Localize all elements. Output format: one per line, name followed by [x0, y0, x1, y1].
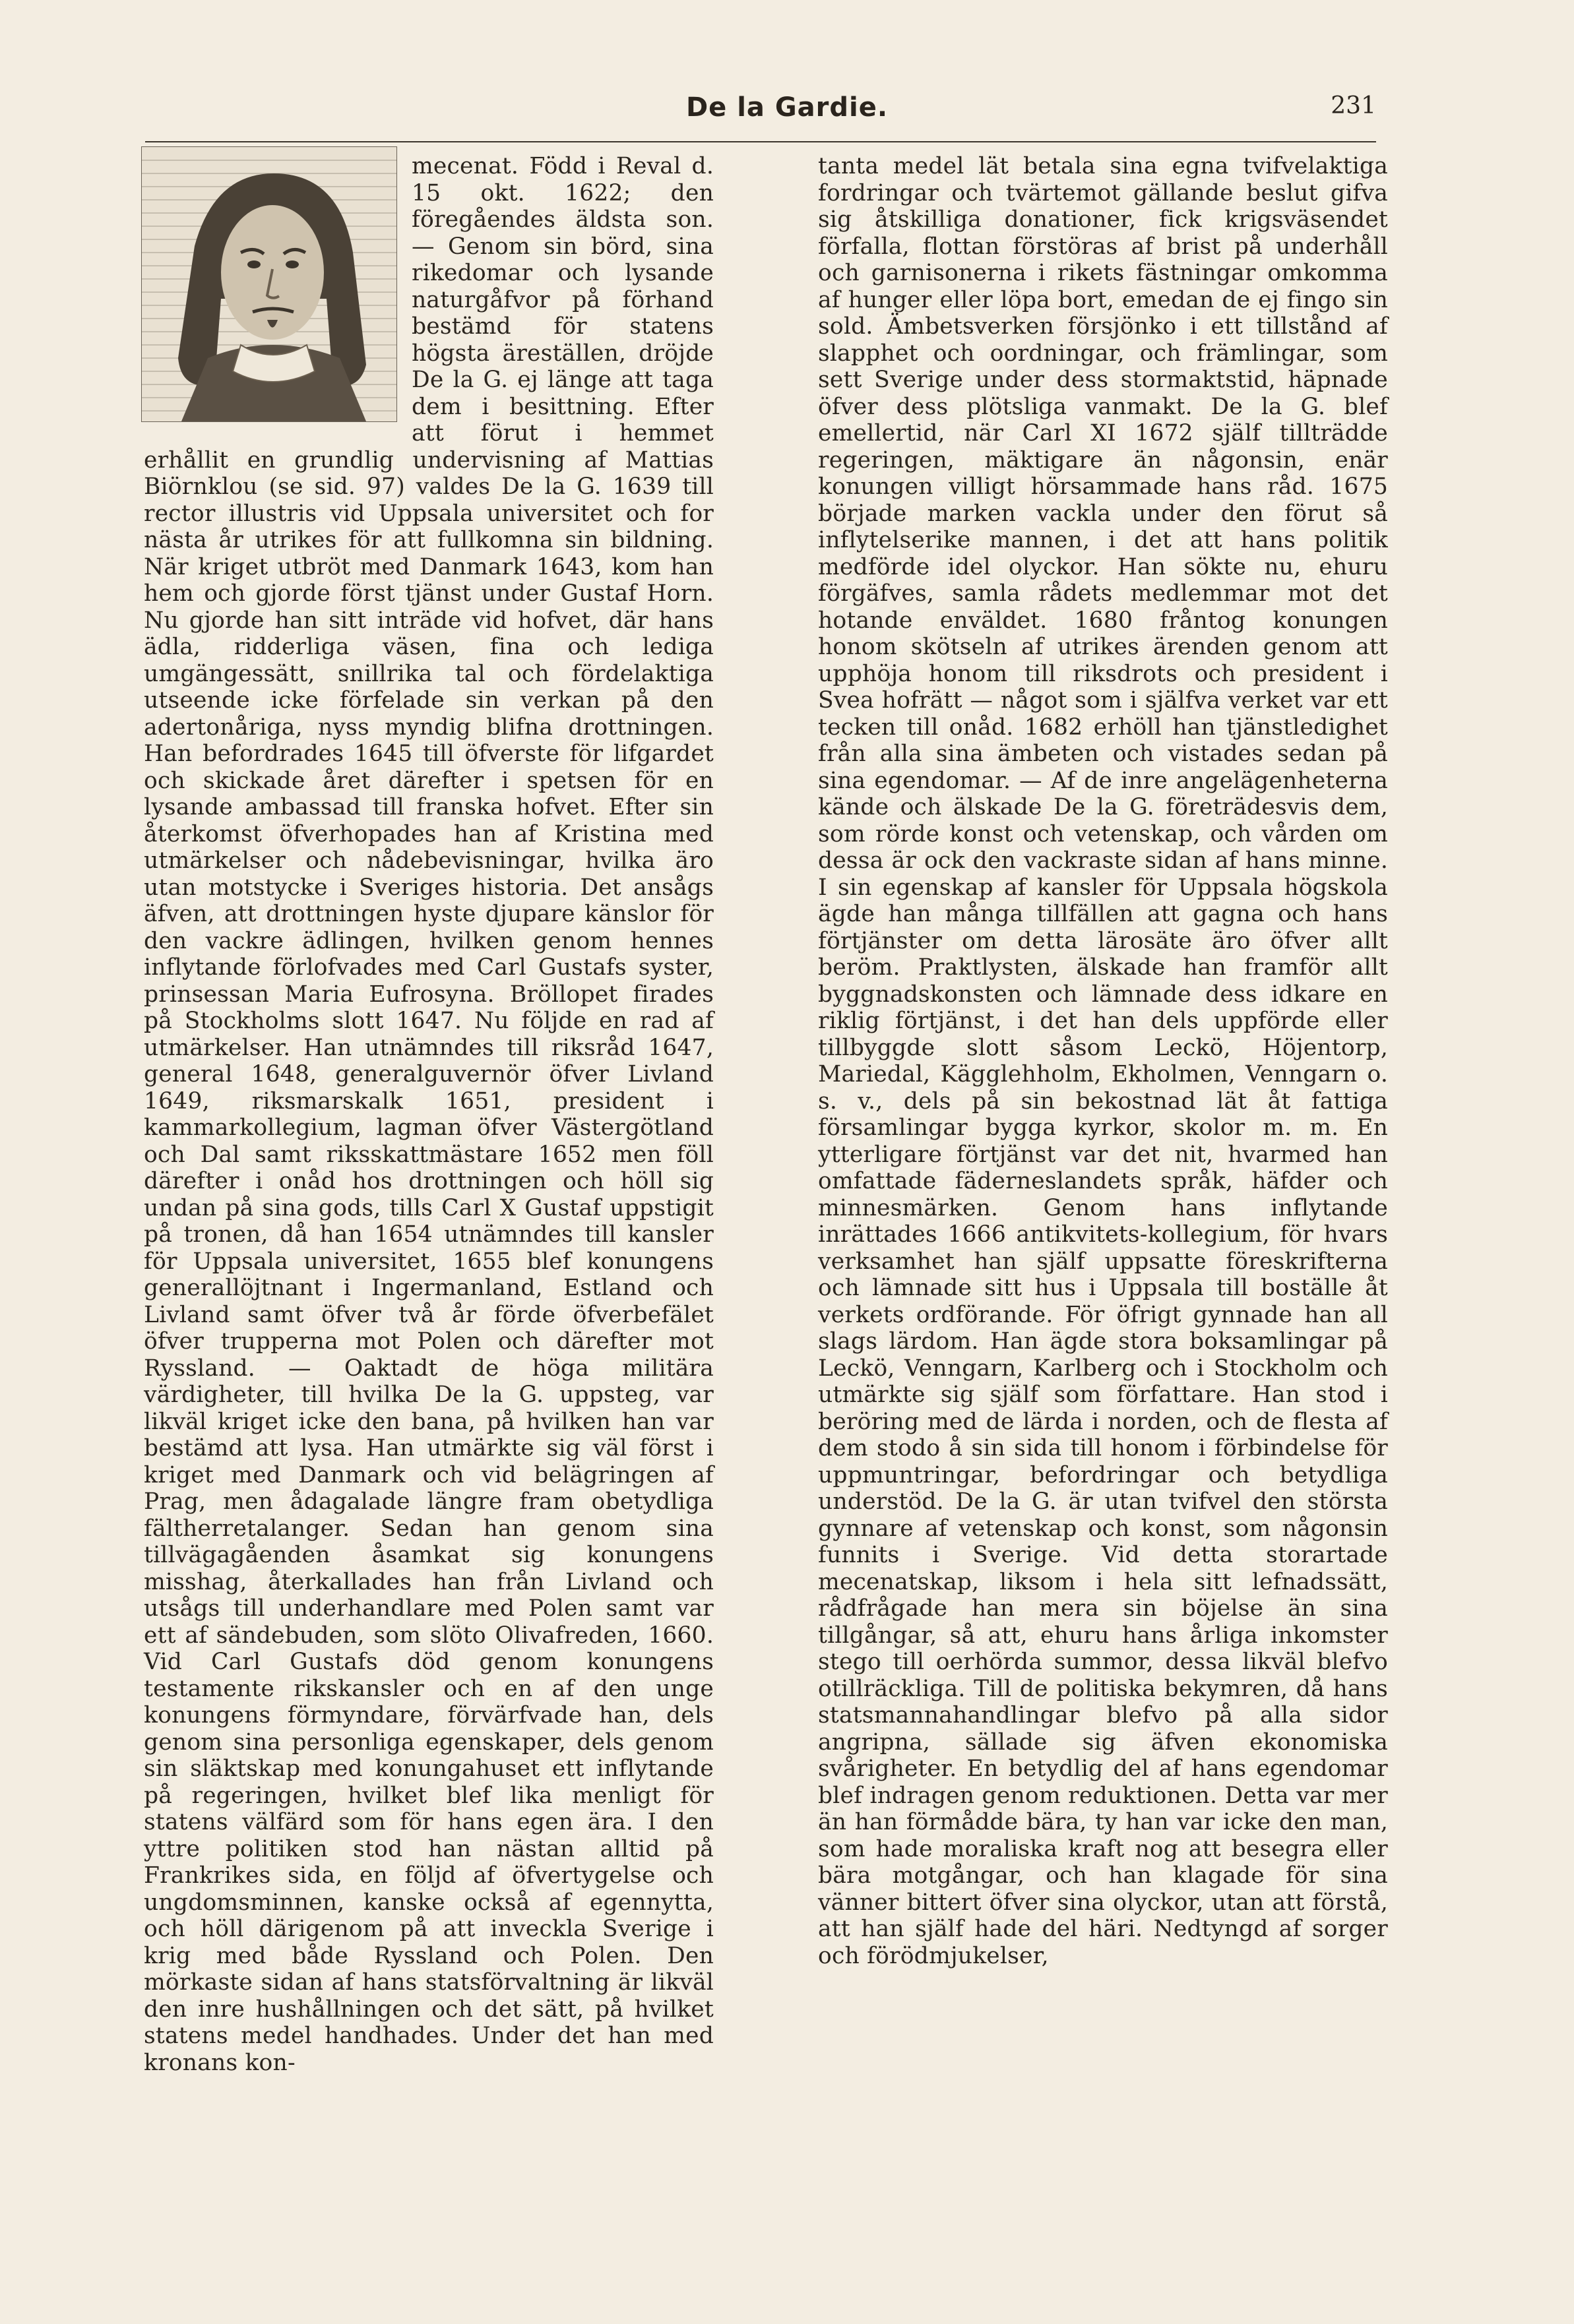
left-column-text: mecenat. Född i Reval d. 15 okt. 1622; den föregåendes äldsta son. — Genom sin börd, sina rikedomar och lysande naturgåfvor på förhand bestämd för statens högsta äreställen, dröjde De la G. ej länge att taga dem i besittning. Efter att förut i hemmet erhållit en grundlig undervisning af Mattias Biörnklou (se sid. 97) valdes De la G. 1639 till rector illustris vid Uppsala universitet och for nästa år utrikes för att fullkomna sin bildning. När kriget utbröt med Danmark 1643, kom han hem och gjorde först tjänst under Gustaf Horn. Nu gjorde han sitt inträde vid hofvet, där hans ädla, ridderliga väsen, fina och lediga umgängessätt, snillrika tal och fördelaktiga utseende icke förfelade sin verkan på den adertonåriga, nyss myndig blifna drottningen. Han befordrades 1645 till öfverste för lifgardet och skickade året därefter i spetsen för en lysande ambassad till franska hofvet. Efter sin återkomst öfverhopades han af Kristina med utmärkelser och nådebevisningar, hvilka äro utan motstycke i Sveriges historia. Det ansågs äfven, att drottningen hyste djupare känslor för den vackre ädlingen, hvilken genom hennes inflytande förlofvades med Carl Gustafs syster, prinsessan Maria Eufrosyna. Bröllopet firades på Stockholms slott 1647. Nu följde en rad af utmärkelser. Han utnämndes till riksråd 1647, general 1648, generalguvernör öfver Livland 1649, riksmarskalk 1651, president i kammarkollegium, lagman öfver Västergötland och Dal samt riksskattmästare 1652 men föll därefter i onåd hos drottningen och höll sig undan på sina gods, tills Carl X Gustaf uppstigit på tronen, då han 1654 utnämndes till kansler för Uppsala universitet, 1655 blef konungens generallöjtnant i Ingermanland, Estland och Livland samt öfver två år förde öfverbefälet öfver trupperna mot Polen och därefter mot Ryssland. — Oaktadt de höga militära värdigheter, till hvilka De la G. uppsteg, var likväl kriget icke den bana, på hvilken han var bestämd att lysa. Han utmärkte sig väl först i kriget med Danmark och vid belägringen af Prag, men ådagalade längre fram obetydliga fältherretalanger. Sedan han genom sina tillvägagåenden åsamkat sig konungens misshag, återkallades han från Livland och utsågs till underhandlare med Polen samt var ett af sändebuden, som slöto Olivafreden, 1660. Vid Carl Gustafs död genom konungens testamente rikskansler och en af den unge konungens förmyndare, förvärfvade han, dels genom sina personliga egenskaper, dels genom sin släktskap med konungahuset ett inflytande på regeringen, hvilket blef lika menligt för statens välfärd som för hans egen ära. I den yttre politiken stod han nästan alltid på Frankrikes sida, en följd af öfvertygelse och ungdomsminnen, kanske också af egennytta, och höll därigenom på att inveckla Sverige i krig med både Ryssland och Polen. Den mörkaste sidan af hans statsförvaltning är likväl den inre hushållningen och det sätt, på hvilket statens medel handhades. Under det han med kronans kon-	[144, 153, 714, 2076]
right-column-text: tanta medel lät betala sina egna tvifvelaktiga fordringar och tvärtemot gällande beslut gifva sig åtskilliga donationer, fick krigsväsendet förfalla, flottan förstöras af brist på underhåll och garnisonerna i rikets fästningar omkomma af hunger eller löpa bort, emedan de ej fingo sin sold. Ämbetsverken försjönko i ett tillstånd af slapphet och oordningar, och främlingar, som sett Sverige under dess stormaktstid, häpnade öfver dess plötsliga vanmakt. De la G. blef emellertid, när Carl XI 1672 själf tillträdde regeringen, mäktigare än någonsin, enär konungen villigt hörsammade hans råd. 1675 började marken vackla under den förut så inflytelserike mannen, i det att hans politik medförde idel olyckor. Han sökte nu, ehuru förgäfves, samla rådets medlemmar mot det hotande enväldet. 1680 fråntog konungen honom skötseln af utrikes ärenden genom att upphöja honom till riksdrots och president i Svea hofrätt — något som i själfva verket var ett tecken till onåd. 1682 erhöll han tjänstledighet från alla sina ämbeten och vistades sedan på sina egendomar. — Af de inre angelägenheterna kände och älskade De la G. företrädesvis dem, som rörde konst och vetenskap, och vården om dessa är ock den vackraste sidan af hans minne. I sin egenskap af kansler för Uppsala högskola ägde han många tillfällen att gagna och hans förtjänster om detta lärosäte äro öfver allt beröm. Praktlysten, älskade han framför allt byggnadskonsten och lämnade dess idkare en riklig förtjänst, i det han dels uppförde eller tillbyggde slott såsom Leckö, Höjentorp, Mariedal, Kägglehholm, Ekholmen, Venngarn o. s. v., dels på sin bekostnad lät åt fattiga församlingar bygga kyrkor, skolor m. m. En ytterligare förtjänst var det nit, hvarmed han omfattade fäderneslandets språk, häfder och minnesmärken. Genom hans inflytande inrättades 1666 antikvitets-kollegium, för hvars verksamhet han själf uppsatte föreskrifterna och lämnade sitt hus i Uppsala till boställe åt verkets ordförande. För öfrigt gynnade han all slags lärdom. Han ägde stora boksamlingar på Leckö, Venngarn, Karlberg och i Stockholm och utmärkte sig själf som författare. Han stod i beröring med de lärda i norden, och de flesta af dem stodo å sin sida till honom i förbindelse för uppmuntringar, befordringar och betydliga understöd. De la G. är utan tvifvel den största gynnare af vetenskap och konst, som någonsin funnits i Sverige. Vid detta storartade mecenatskap, liksom i hela sitt lefnadssätt, rådfrågade han mera sin böjelse än sina tillgångar, så att, ehuru hans årliga inkomster stego till oerhörda summor, dessa likväl blefvo otillräckliga. Till de politiska bekymren, då hans statsmannahandlingar blefvo på alla sidor angripna, sällade sig äfven ekonomiska svårigheter. En betydlig del af hans egendomar blef indragen genom reduktionen. Detta var mer än han förmådde bära, ty han var icke den man, som hade moraliska kraft nog att besegra eller bära motgångar, och han klagade för sina vänner bittert öfver sina olyckor, utan att förstå, att han själf hade del häri. Nedtyngd af sorger och förödmjukelser,	[818, 153, 1388, 1969]
running-title: De la Gardie.	[685, 92, 889, 123]
page-number: 231	[1331, 92, 1376, 119]
page-header	[0, 92, 1574, 132]
portrait-engraving	[141, 146, 397, 422]
header-rule	[145, 141, 1376, 142]
left-column	[144, 153, 714, 2076]
right-column	[818, 153, 1388, 1969]
